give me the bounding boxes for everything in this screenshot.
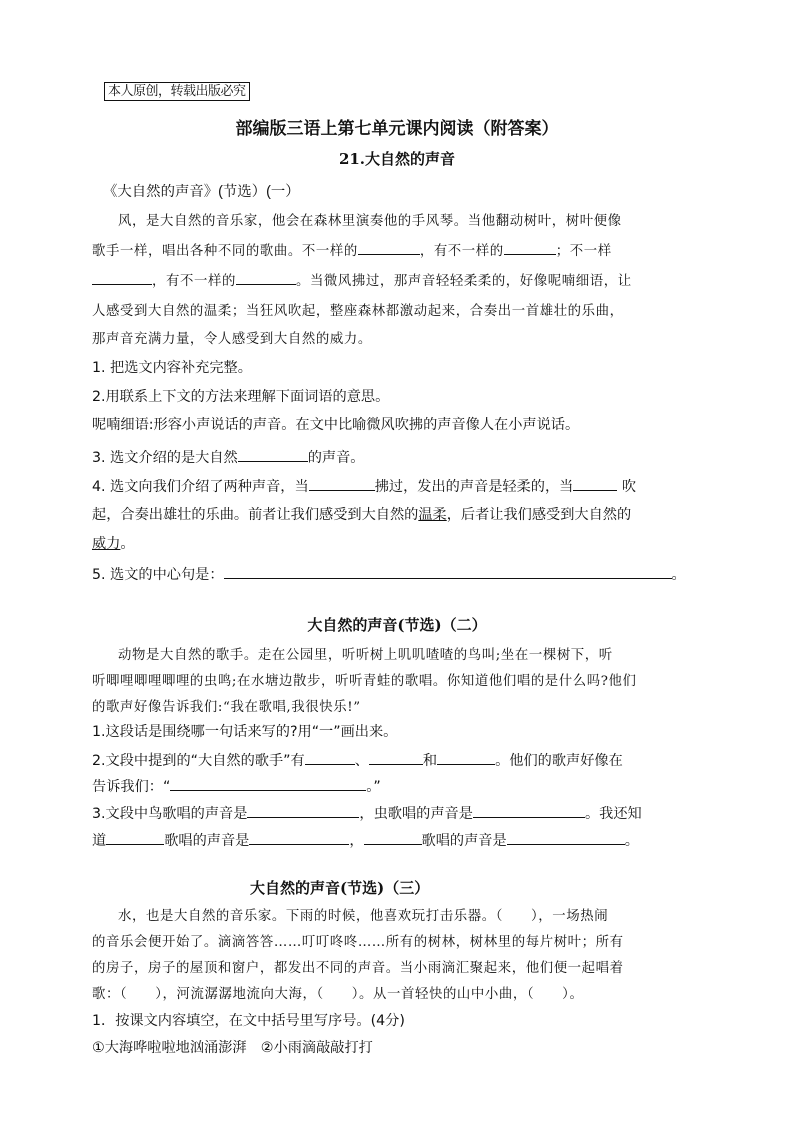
lesson-title: 21.大自然的声音	[338, 150, 456, 168]
part1-question3: 3. 选文介绍的是大自然 的声音。	[92, 446, 365, 467]
blank-input[interactable]	[247, 802, 359, 818]
part1-passage-line4: 人感受到大自然的温柔；当狂风吹起，整座森林都激动起来，合奏出一首雄壮的乐曲，	[92, 304, 624, 319]
part1-question4-line1: 4. 选文向我们介绍了两种声音，当 拂过，发出的声音是轻柔的，当 吹	[92, 475, 636, 496]
part1-question2: 2.用联系上下文的方法来理解下面词语的意思。	[92, 389, 390, 405]
part3-heading: 大自然的声音(节选)（三）	[250, 879, 430, 897]
part1-passage-line5: 那声音充满力量，令人感受到大自然的威力。	[92, 332, 372, 347]
part2-question2-line2: 告诉我们：“ 。”	[92, 775, 381, 796]
underlined-answer: 威力	[92, 536, 121, 552]
blank-input[interactable]	[504, 240, 556, 255]
blank-input[interactable]	[437, 749, 495, 765]
blank-input[interactable]	[238, 446, 308, 462]
blank-input[interactable]	[358, 240, 420, 255]
blank-input[interactable]	[106, 829, 164, 845]
blank-input[interactable]	[573, 475, 617, 491]
part2-passage-line3: 的歌声好像告诉我们:“我在歌唱,我很快乐!”	[92, 700, 361, 715]
part3-passage-line3: 的房子，房子的屋顶和窗户，都发出不同的声音。当小雨滴汇聚起来，他们便一起唱着	[92, 961, 624, 976]
copyright-stamp: 本人原创，转载出版必究	[104, 82, 250, 101]
blank-input[interactable]	[92, 270, 152, 285]
part2-passage-line1: 动物是大自然的歌手。走在公园里，听听树上叽叽喳喳的鸟叫;坐在一棵树下，听	[118, 648, 613, 663]
part3-passage-line2: 的音乐会便开始了。滴滴答答……叮叮咚咚……所有的树林，树林里的每片树叶；所有	[92, 935, 624, 950]
part1-passage-line2: 歌手一样，唱出各种不同的歌曲。不一样的 ，有不一样的 ；不一样	[92, 240, 612, 259]
blank-input[interactable]	[309, 475, 375, 491]
part1-question5: 5. 选文的中心句是： 。	[92, 563, 686, 584]
part3-passage-line4: 歌：（ ），河流潺潺地流向大海，（ ）。从一首轻快的山中小曲，（ ）。	[92, 987, 584, 1002]
part1-passage-line1: 风，是大自然的音乐家，他会在森林里演奏他的手风琴。当他翻动树叶，树叶便像	[118, 214, 622, 229]
part1-question1: 1. 把选文内容补充完整。	[92, 360, 252, 376]
blank-input[interactable]	[473, 802, 585, 818]
underlined-answer: 温柔	[418, 507, 447, 523]
blank-input[interactable]	[224, 563, 672, 579]
part1-question4-line2: 起，合奏出雄壮的乐曲。前者让我们感受到大自然的温柔，后者让我们感受到大自然的	[92, 507, 632, 523]
blank-input[interactable]	[170, 775, 366, 791]
part3-options: ①大海哗啦啦地汹涌澎湃 ②小雨滴敲敲打打	[92, 1040, 373, 1056]
part3-passage-line1: 水，也是大自然的音乐家。下雨的时候，他喜欢玩打击乐器。（ ），一场热闹	[118, 909, 609, 924]
blank-input[interactable]	[369, 749, 423, 765]
part1-heading: 《大自然的声音》(节选）(一）	[103, 184, 300, 200]
part3-question1: 1．按课文内容填空，在文中括号里写序号。(4分)	[92, 1013, 405, 1029]
blank-input[interactable]	[305, 749, 355, 765]
part2-heading: 大自然的声音(节选)（二）	[307, 616, 487, 634]
part1-question2-answer: 呢喃细语:形容小声说话的声音。在文中比喻微风吹拂的声音像人在小声说话。	[92, 417, 580, 433]
part2-question3-line1: 3.文段中鸟歌唱的声音是 ，虫歌唱的声音是 。我还知	[92, 802, 642, 823]
part2-passage-line2: 听唧哩唧哩唧哩的虫鸣;在水塘边散步，听听青蛙的歌唱。你知道他们唱的是什么吗?他们	[92, 674, 637, 689]
page-title: 部编版三语上第七单元课内阅读（附答案）	[235, 119, 559, 139]
blank-input[interactable]	[507, 829, 625, 845]
part2-question1: 1.这段话是围绕哪一句话来写的?用“一”画出来。	[92, 724, 398, 740]
part1-passage-line3: ，有不一样的 。当微风拂过，那声音轻轻柔柔的，好像呢喃细语，让	[92, 270, 632, 289]
blank-input[interactable]	[249, 829, 349, 845]
part2-question3-line2: 道 歌唱的声音是 ， 歌唱的声音是 。	[92, 829, 639, 850]
blank-input[interactable]	[364, 829, 422, 845]
blank-input[interactable]	[236, 270, 296, 285]
part2-question2-line1: 2.文段中提到的“大自然的歌手”有 、 和 。他们的歌声好像在	[92, 749, 623, 770]
part1-question4-line3: 威力。	[92, 536, 135, 552]
